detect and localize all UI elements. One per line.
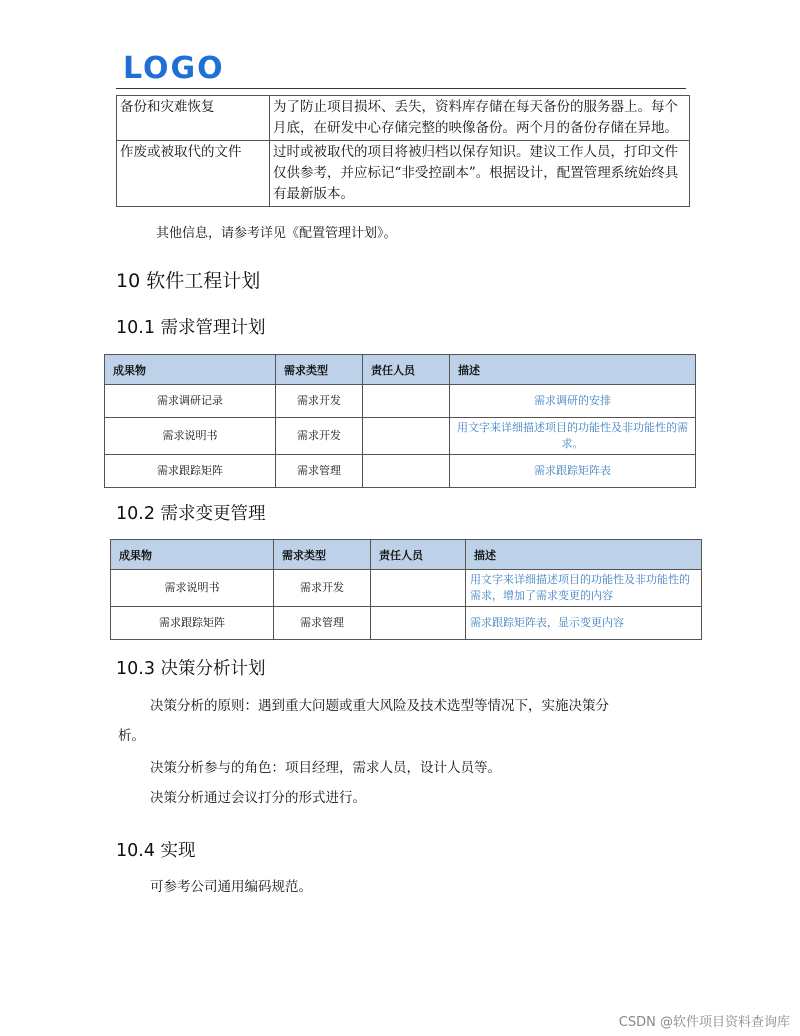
implement-text: 可参考公司通用编码规范。 [150,879,312,895]
table-row [117,96,690,141]
col-header: 成果物 [105,355,276,385]
section-heading: 10 软件工程计划 [116,270,261,292]
description: 需求调研的安排 [450,385,696,418]
decision-method: 决策分析通过会议打分的形式进行。 [150,790,366,806]
owner [371,607,466,640]
col-header: 责任人员 [371,540,466,570]
table-header [105,355,696,385]
req-type: 需求管理 [276,455,363,488]
req-type: 需求管理 [274,607,371,640]
description: 需求跟踪矩阵表 [450,455,696,488]
col-header: 描述 [466,540,702,570]
req-type: 需求开发 [274,570,371,607]
col-header: 责任人员 [363,355,450,385]
backup-item: 作废或被取代的文件 [117,141,270,207]
table-row [111,570,702,607]
req-plan-table [104,354,696,488]
col-header: 需求类型 [274,540,371,570]
backup-desc: 过时或被取代的项目将被归档以保存知识。建议工作人员，打印文件仅供参考，并应标记“非受控副本”。根据设计，配置管理系统始终具有最新版本。 [270,141,690,207]
table-header [111,540,702,570]
description: 用文字来详细描述项目的功能性及非功能性的需求。 [450,418,696,455]
col-header: 需求类型 [276,355,363,385]
owner [371,570,466,607]
header-rule [116,88,686,89]
description: 用文字来详细描述项目的功能性及非功能性的需求，增加了需求变更的内容 [466,570,702,607]
deliverable: 需求说明书 [111,570,274,607]
deliverable: 需求跟踪矩阵 [111,607,274,640]
owner [363,385,450,418]
backup-desc: 为了防止项目损坏、丢失，资料库存储在每天备份的服务器上。每个月底，在研发中心存储完整的映像备份。两个月的备份存储在异地。 [270,96,690,141]
req-type: 需求开发 [276,418,363,455]
col-header: 成果物 [111,540,274,570]
req-change-table [110,539,702,640]
decision-principle-end: 析。 [118,728,145,744]
decision-principle: 决策分析的原则：遇到重大问题或重大风险及技术选型等情况下，实施决策分 [150,698,609,714]
table-row [117,141,690,207]
backup-table [116,95,690,207]
table-row [105,455,696,488]
watermark: CSDN @软件项目资料查询库 [618,1015,790,1030]
deliverable: 需求跟踪矩阵 [105,455,276,488]
backup-item: 备份和灾难恢复 [117,96,270,141]
section-heading: 10.2 需求变更管理 [116,504,266,524]
decision-roles: 决策分析参与的角色：项目经理，需求人员，设计人员等。 [150,760,501,776]
section-heading: 10.3 决策分析计划 [116,659,266,679]
table-row [111,607,702,640]
deliverable: 需求说明书 [105,418,276,455]
logo: LOGO [123,51,225,86]
deliverable: 需求调研记录 [105,385,276,418]
req-type: 需求开发 [276,385,363,418]
table-row [105,418,696,455]
owner [363,418,450,455]
description: 需求跟踪矩阵表，显示变更内容 [466,607,702,640]
section-heading: 10.1 需求管理计划 [116,318,266,338]
owner [363,455,450,488]
col-header: 描述 [450,355,696,385]
section-heading: 10.4 实现 [116,841,196,861]
table-row [105,385,696,418]
config-note: 其他信息，请参考详见《配置管理计划》。 [156,226,397,241]
